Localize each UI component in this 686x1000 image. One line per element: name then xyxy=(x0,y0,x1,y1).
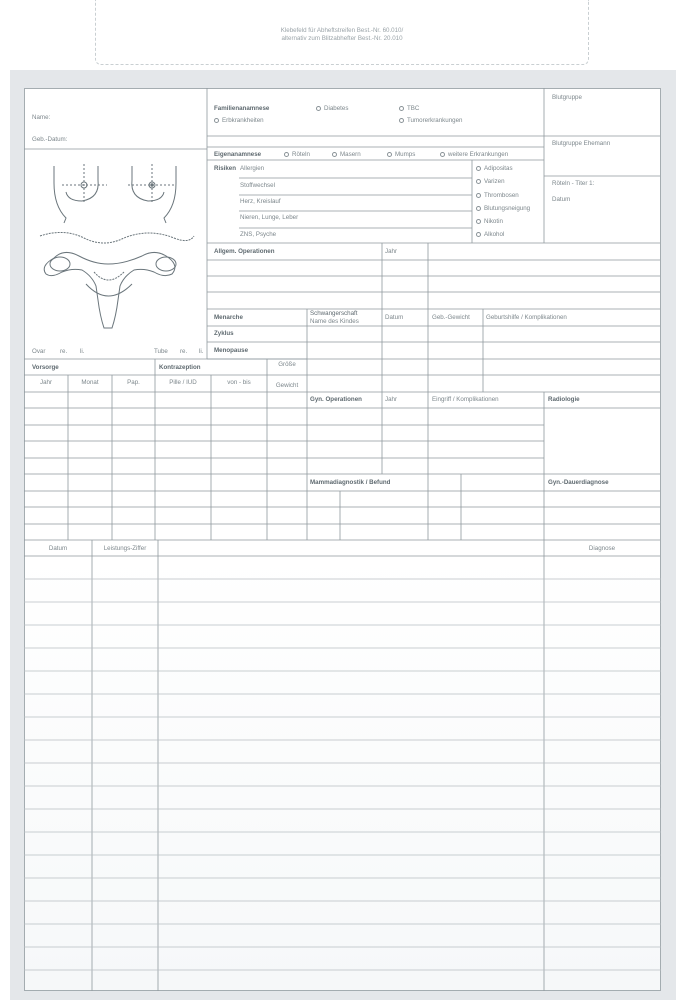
tbc-option[interactable] xyxy=(399,105,419,113)
gyn-complications-label: Eingriff / Komplikationen xyxy=(432,396,499,403)
risk-psyche: ZNS, Psyche xyxy=(240,231,277,238)
height-label: Größe xyxy=(278,361,296,368)
name-label: Name: xyxy=(32,114,51,121)
risk-organs: Nieren, Lunge, Leber xyxy=(240,214,299,221)
radio-icon xyxy=(476,166,481,171)
titer-date-label: Datum xyxy=(552,196,571,203)
operations-year-label: Jahr xyxy=(385,248,398,255)
blutungsneigung-label: Blutungsneigung xyxy=(484,205,531,212)
gyn-year-label: Jahr xyxy=(385,396,398,403)
permanent-diagnosis-title: Gyn.-Dauerdiagnose xyxy=(548,479,609,486)
medical-record-form xyxy=(24,88,661,991)
mumps-label: Mumps xyxy=(395,151,416,158)
tumor-option[interactable] xyxy=(399,117,463,125)
measles-option[interactable] xyxy=(332,151,361,159)
vorsorge-title: Vorsorge xyxy=(32,364,59,371)
radio-icon xyxy=(399,106,404,111)
radio-icon xyxy=(476,232,481,237)
tube-label: Tube xyxy=(154,348,168,355)
nikotin-option[interactable] xyxy=(476,218,503,226)
contraception-title: Kontrazeption xyxy=(159,364,201,371)
adipositas-label: Adipositas xyxy=(484,165,513,172)
tbc-label: TBC xyxy=(407,105,420,112)
radio-icon xyxy=(399,118,404,123)
radio-icon xyxy=(316,106,321,111)
tube-right-label: re. xyxy=(180,348,188,355)
anatomy-diagram xyxy=(40,164,194,328)
own-anamnesis-title: Eigenanamnese xyxy=(214,151,262,158)
obstetric-complications-label: Geburtshilfe / Komplikationen xyxy=(486,314,567,321)
ovar-label: Ovar xyxy=(32,348,46,355)
mammo-title: Mammadiagnostik / Befund xyxy=(310,479,391,486)
weight-label: Gewicht xyxy=(275,382,299,389)
blutungsneigung-option[interactable] xyxy=(476,205,530,213)
form-grid-lines xyxy=(24,88,661,991)
pregnancy-date-label: Datum xyxy=(385,314,404,321)
vorsorge-col-year: Jahr xyxy=(39,379,53,386)
rubella-titer-label: Röteln - Titer 1: xyxy=(552,180,595,187)
thrombosen-label: Thrombosen xyxy=(484,192,519,199)
risk-cardio: Herz, Kreislauf xyxy=(240,198,281,205)
menopause-label: Menopause xyxy=(214,347,249,354)
diabetes-option[interactable] xyxy=(316,105,348,113)
measles-label: Masern xyxy=(340,151,361,158)
gyn-operations-title: Gyn. Operationen xyxy=(310,396,362,403)
rubella-label: Röteln xyxy=(292,151,310,158)
rubella-option[interactable] xyxy=(284,151,310,159)
erbkrankheiten-option[interactable] xyxy=(214,117,264,125)
diabetes-label: Diabetes xyxy=(324,105,349,112)
family-anamnesis-title: Familienanamnese xyxy=(214,105,270,112)
adipositas-option[interactable] xyxy=(476,165,513,173)
birth-weight-label: Geb.-Gewicht xyxy=(432,314,470,321)
radio-icon xyxy=(476,179,481,184)
radio-icon xyxy=(476,219,481,224)
vorsorge-col-month: Monat xyxy=(81,379,99,386)
other-diseases-label: weitere Erkrankungen xyxy=(448,151,509,158)
tumor-label: Tumorerkrankungen xyxy=(407,117,463,124)
radio-icon xyxy=(332,152,337,157)
varizen-label: Varizen xyxy=(484,178,505,185)
dob-label: Geb.-Datum: xyxy=(32,136,68,143)
vorsorge-col-from-to: von - bis xyxy=(227,379,251,386)
pregnancy-title: Schwangerschaft xyxy=(310,310,358,317)
nikotin-label: Nikotin xyxy=(484,218,503,225)
radio-icon xyxy=(284,152,289,157)
menarche-label: Menarche xyxy=(214,314,243,321)
varizen-option[interactable] xyxy=(476,178,505,186)
ovar-left-label: li. xyxy=(80,348,85,355)
log-date-header: Datum xyxy=(48,545,68,552)
radiology-title: Radiologie xyxy=(548,396,580,403)
log-diagnosis-header: Diagnose xyxy=(588,545,616,552)
tube-left-label: li. xyxy=(199,348,204,355)
erbkrankheiten-label: Erbkrankheiten xyxy=(222,117,264,124)
radio-icon xyxy=(387,152,392,157)
vorsorge-col-pap: Pap. xyxy=(127,379,140,386)
alkohol-option[interactable] xyxy=(476,231,504,239)
thrombosen-option[interactable] xyxy=(476,192,519,200)
radio-icon xyxy=(440,152,445,157)
radio-icon xyxy=(476,193,481,198)
risk-metabolism: Stoffwechsel xyxy=(240,182,275,189)
mumps-option[interactable] xyxy=(387,151,415,159)
blood-group-label: Blutgruppe xyxy=(552,94,582,101)
alkohol-label: Alkohol xyxy=(484,231,505,238)
other-diseases-option[interactable] xyxy=(440,151,508,159)
zyklus-label: Zyklus xyxy=(214,330,234,337)
general-operations-title: Allgem. Operationen xyxy=(214,248,275,255)
radio-icon xyxy=(214,118,219,123)
log-code-header: Leistungs-Ziffer xyxy=(103,545,147,552)
label-box-line-2: alternativ zum Blitzabhefter Best.-Nr. 20.010 xyxy=(281,35,403,42)
label-box xyxy=(95,0,589,65)
label-box-line-1: Klebefeld für Abheftstreifen Best.-Nr. 60.010/ xyxy=(280,27,404,34)
radio-icon xyxy=(476,206,481,211)
husband-blood-group-label: Blutgruppe Ehemann xyxy=(552,140,611,147)
ovar-right-label: re. xyxy=(60,348,68,355)
risks-title: Risiken xyxy=(214,165,237,172)
risk-allergies: Allergien xyxy=(240,165,265,172)
child-name-label: Name des Kindes xyxy=(310,318,359,325)
vorsorge-col-pill: Pille / IUD xyxy=(169,379,197,386)
